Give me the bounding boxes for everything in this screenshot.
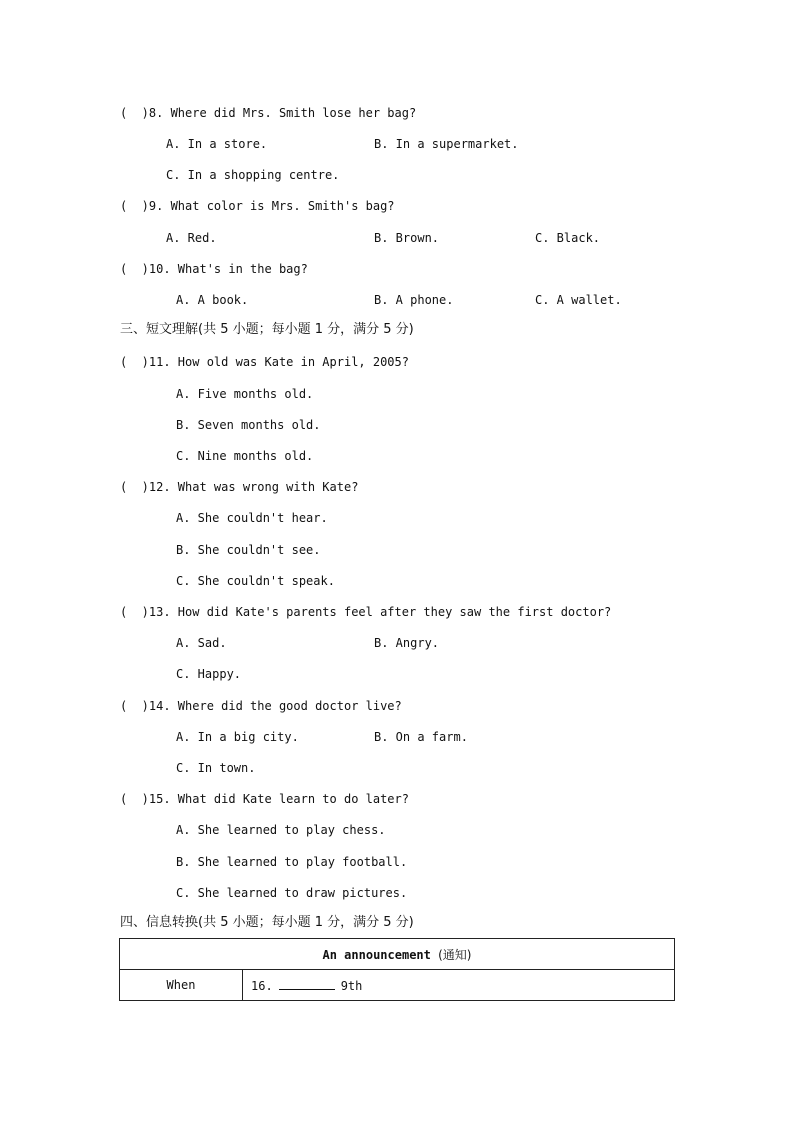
question-15: ( )15. What did Kate learn to do later? [120,792,409,806]
question-10-option-c: C. A wallet. [535,293,622,307]
section-four-heading: 四、信息转换(共 5 小题；每小题 1 分，满分 5 分) [120,915,414,930]
question-14: ( )14. Where did the good doctor live? [120,699,402,713]
question-11-option-a: A. Five months old. [176,387,314,401]
question-13-option-b: B. Angry. [374,636,440,650]
row-label-when: When [120,970,243,1001]
question-12-option-c: C. She couldn't speak. [176,574,335,588]
question-15-option-b: B. She learned to play football. [176,855,408,869]
table-title-cell [120,939,675,970]
section-three-heading: 三、短文理解(共 5 小题；每小题 1 分，满分 5 分) [120,322,414,337]
question-10-option-a: A. A book. [176,293,249,307]
question-12-option-a: A. She couldn't hear. [176,511,328,525]
question-10: ( )10. What's in the bag? [120,262,308,276]
question-14-option-a: A. In a big city. [176,730,299,744]
blank-number: 16. [251,978,273,993]
question-11-option-b: B. Seven months old. [176,418,321,432]
question-8: ( )8. Where did Mrs. Smith lose her bag? [120,106,417,120]
question-14-option-b: B. On a farm. [374,730,468,744]
row-value-cell [243,970,675,1001]
question-8-option-c: C. In a shopping centre. [166,168,340,182]
question-9: ( )9. What color is Mrs. Smith's bag? [120,199,395,213]
question-8-option-a: A. In a store. [166,137,268,151]
answer-blank[interactable] [279,978,335,990]
question-14-option-c: C. In town. [176,761,256,775]
announcement-table [119,938,675,1001]
question-9-option-c: C. Black. [535,231,601,245]
question-13-option-c: C. Happy. [176,667,242,681]
blank-suffix: 9th [340,978,363,993]
question-11: ( )11. How old was Kate in April, 2005? [120,355,409,369]
table-header-row [120,939,675,970]
question-15-option-a: A. She learned to play chess. [176,823,386,837]
question-11-option-c: C. Nine months old. [176,449,314,463]
table-title: An announcement [322,947,431,962]
question-9-option-a: A. Red. [166,231,217,245]
question-8-option-b: B. In a supermarket. [374,137,519,151]
table-title-cn: (通知) [438,947,472,962]
question-10-option-b: B. A phone. [374,293,454,307]
question-13-option-a: A. Sad. [176,636,227,650]
question-13: ( )13. How did Kate's parents feel after they saw the first doctor? [120,605,612,619]
question-9-option-b: B. Brown. [374,231,440,245]
question-12-option-b: B. She couldn't see. [176,543,321,557]
question-15-option-c: C. She learned to draw pictures. [176,886,408,900]
question-12: ( )12. What was wrong with Kate? [120,480,359,494]
table-row [120,970,675,1001]
